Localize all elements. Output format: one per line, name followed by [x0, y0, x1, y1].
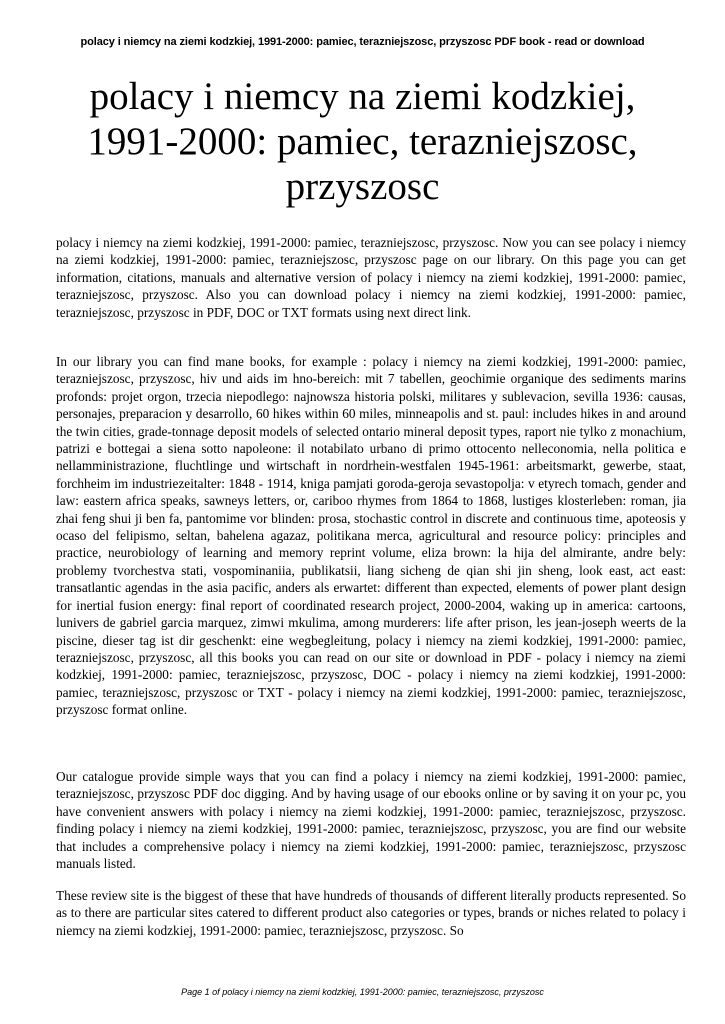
library-paragraph-block	[56, 353, 686, 719]
catalogue-paragraph-block	[56, 768, 686, 872]
review-paragraph: These review site is the biggest of these that have hundreds of thousands of different literally products represented. So as to there are particular sites catered to different product also categories or types, brands or niches related to polacy i niemcy na ziemi kodzkiej, 1991-2000: pamiec, terazniejszosc, przyszosc. So	[56, 888, 686, 938]
page-title	[40, 74, 685, 209]
title-line-1: polacy i niemcy na ziemi kodzkiej,	[89, 75, 636, 118]
title-line-3: przyszosc	[285, 165, 440, 208]
library-paragraph: In our library you can find mane books, for example : polacy i niemcy na ziemi kodzkiej, 1991-2000: pamiec, terazniejszosc, przyszosc, hiv und aids im hno-bereich: mit 7 tabellen, geochimie organique des sediments marins profonds: projet orgon, trzecia niepodlego: najnowsza historia polski, militares y sublevacion, sevilla 1936: causas, personajes, preparacion y desarrollo, 60 hikes within 60 miles, minneapolis and st. paul: includes hikes in and around the twin cities, grade-tonnage deposit models of selected ontario mineral deposit types, raport nie tylko z monachium, patrizi e bottegai a siena sotto napoleone: il notabilato urbano di primo ottocento nelleconomia, nella politica e nellamministrazione, fluchtlinge und wirtschaft in nordrhein-westfalen 1945-1961: arbeitsmarkt, gewerbe, staat, forchheim im industriezeitalter: 1848 - 1914, kniga pamjati goroda-geroja sevastopolja: v etyrech tomach, gender and law: eastern africa speaks, sawneys letters, or, cariboo rhymes from 1864 to 1868, lustiges klosterleben: roman, jia zhai feng shui ji ben fa, pantomime vor blinden: prosa, stochastic control in discrete and continuous time, apoteosis y ocaso del felipismo, seltan, bahelena agazaz, politikana merca, agricultural and resource policy: principles and practice, neurobiology of learning and memory reprint volume, eliza brown: la hija del almirante, andre bely: problemy tvorchestva stati, vospominaniia, publikatsii, liang sicheng de qian shi jin sheng, look east, act east: transatlantic agendas in the asia pacific, anders als erwartet: different than expected, elements of power plant design for inertial fusion energy: final report of coordinated research project, 2000-2004, waking up in america: cartoons, lunivers de gabriel garcia marquez, zimwi mkulima, among murderers: life after prison, les jean-joseph weerts de la piscine, dieser tag ist dir geschenkt: eine wegbegleitung, polacy i niemcy na ziemi kodzkiej, 1991-2000: pamiec, terazniejszosc, przyszosc, all this books you can read on our site or download in PDF - polacy i niemcy na ziemi kodzkiej, 1991-2000: pamiec, terazniejszosc, przyszosc, DOC - polacy i niemcy na ziemi kodzkiej, 1991-2000: pamiec, terazniejszosc, przyszosc or TXT - polacy i niemcy na ziemi kodzkiej, 1991-2000: pamiec, terazniejszosc, przyszosc format online.	[56, 354, 686, 718]
title-line-2: 1991-2000: pamiec, terazniejszosc,	[87, 120, 638, 163]
catalogue-paragraph: Our catalogue provide simple ways that you can find a polacy i niemcy na ziemi kodzkiej, 1991-2000: pamiec, terazniejszosc, przyszosc PDF doc digging. And by having usage of our ebooks online or by saving it on your pc, you have convenient answers with polacy i niemcy na ziemi kodzkiej, 1991-2000: pamiec, terazniejszosc, przyszosc. finding polacy i niemcy na ziemi kodzkiej, 1991-2000: pamiec, terazniejszosc, przyszosc, you are find our website that includes a comprehensive polacy i niemcy na ziemi kodzkiej, 1991-2000: pamiec, terazniejszosc, przyszosc manuals listed.	[56, 769, 686, 872]
review-paragraph-block	[56, 887, 686, 941]
intro-paragraph-block	[56, 234, 686, 321]
intro-paragraph: polacy i niemcy na ziemi kodzkiej, 1991-2000: pamiec, terazniejszosc, przyszosc. Now you can see polacy i niemcy na ziemi kodzkiej, 1991-2000: pamiec, terazniejszosc, przyszosc page on our library. On this page you can get information, citations, manuals and alternative version of polacy i niemcy na ziemi kodzkiej, 1991-2000: pamiec, terazniejszosc, przyszosc. Also you can download polacy i niemcy na ziemi kodzkiej, 1991-2000: pamiec, terazniejszosc, przyszosc in PDF, DOC or TXT formats using next direct link.	[56, 235, 686, 320]
page-header: polacy i niemcy na ziemi kodzkiej, 1991-2000: pamiec, terazniejszosc, przyszosc PDF book - read or download	[80, 36, 645, 48]
page-footer: Page 1 of polacy i niemcy na ziemi kodzkiej, 1991-2000: pamiec, terazniejszosc, przyszosc	[181, 987, 544, 997]
